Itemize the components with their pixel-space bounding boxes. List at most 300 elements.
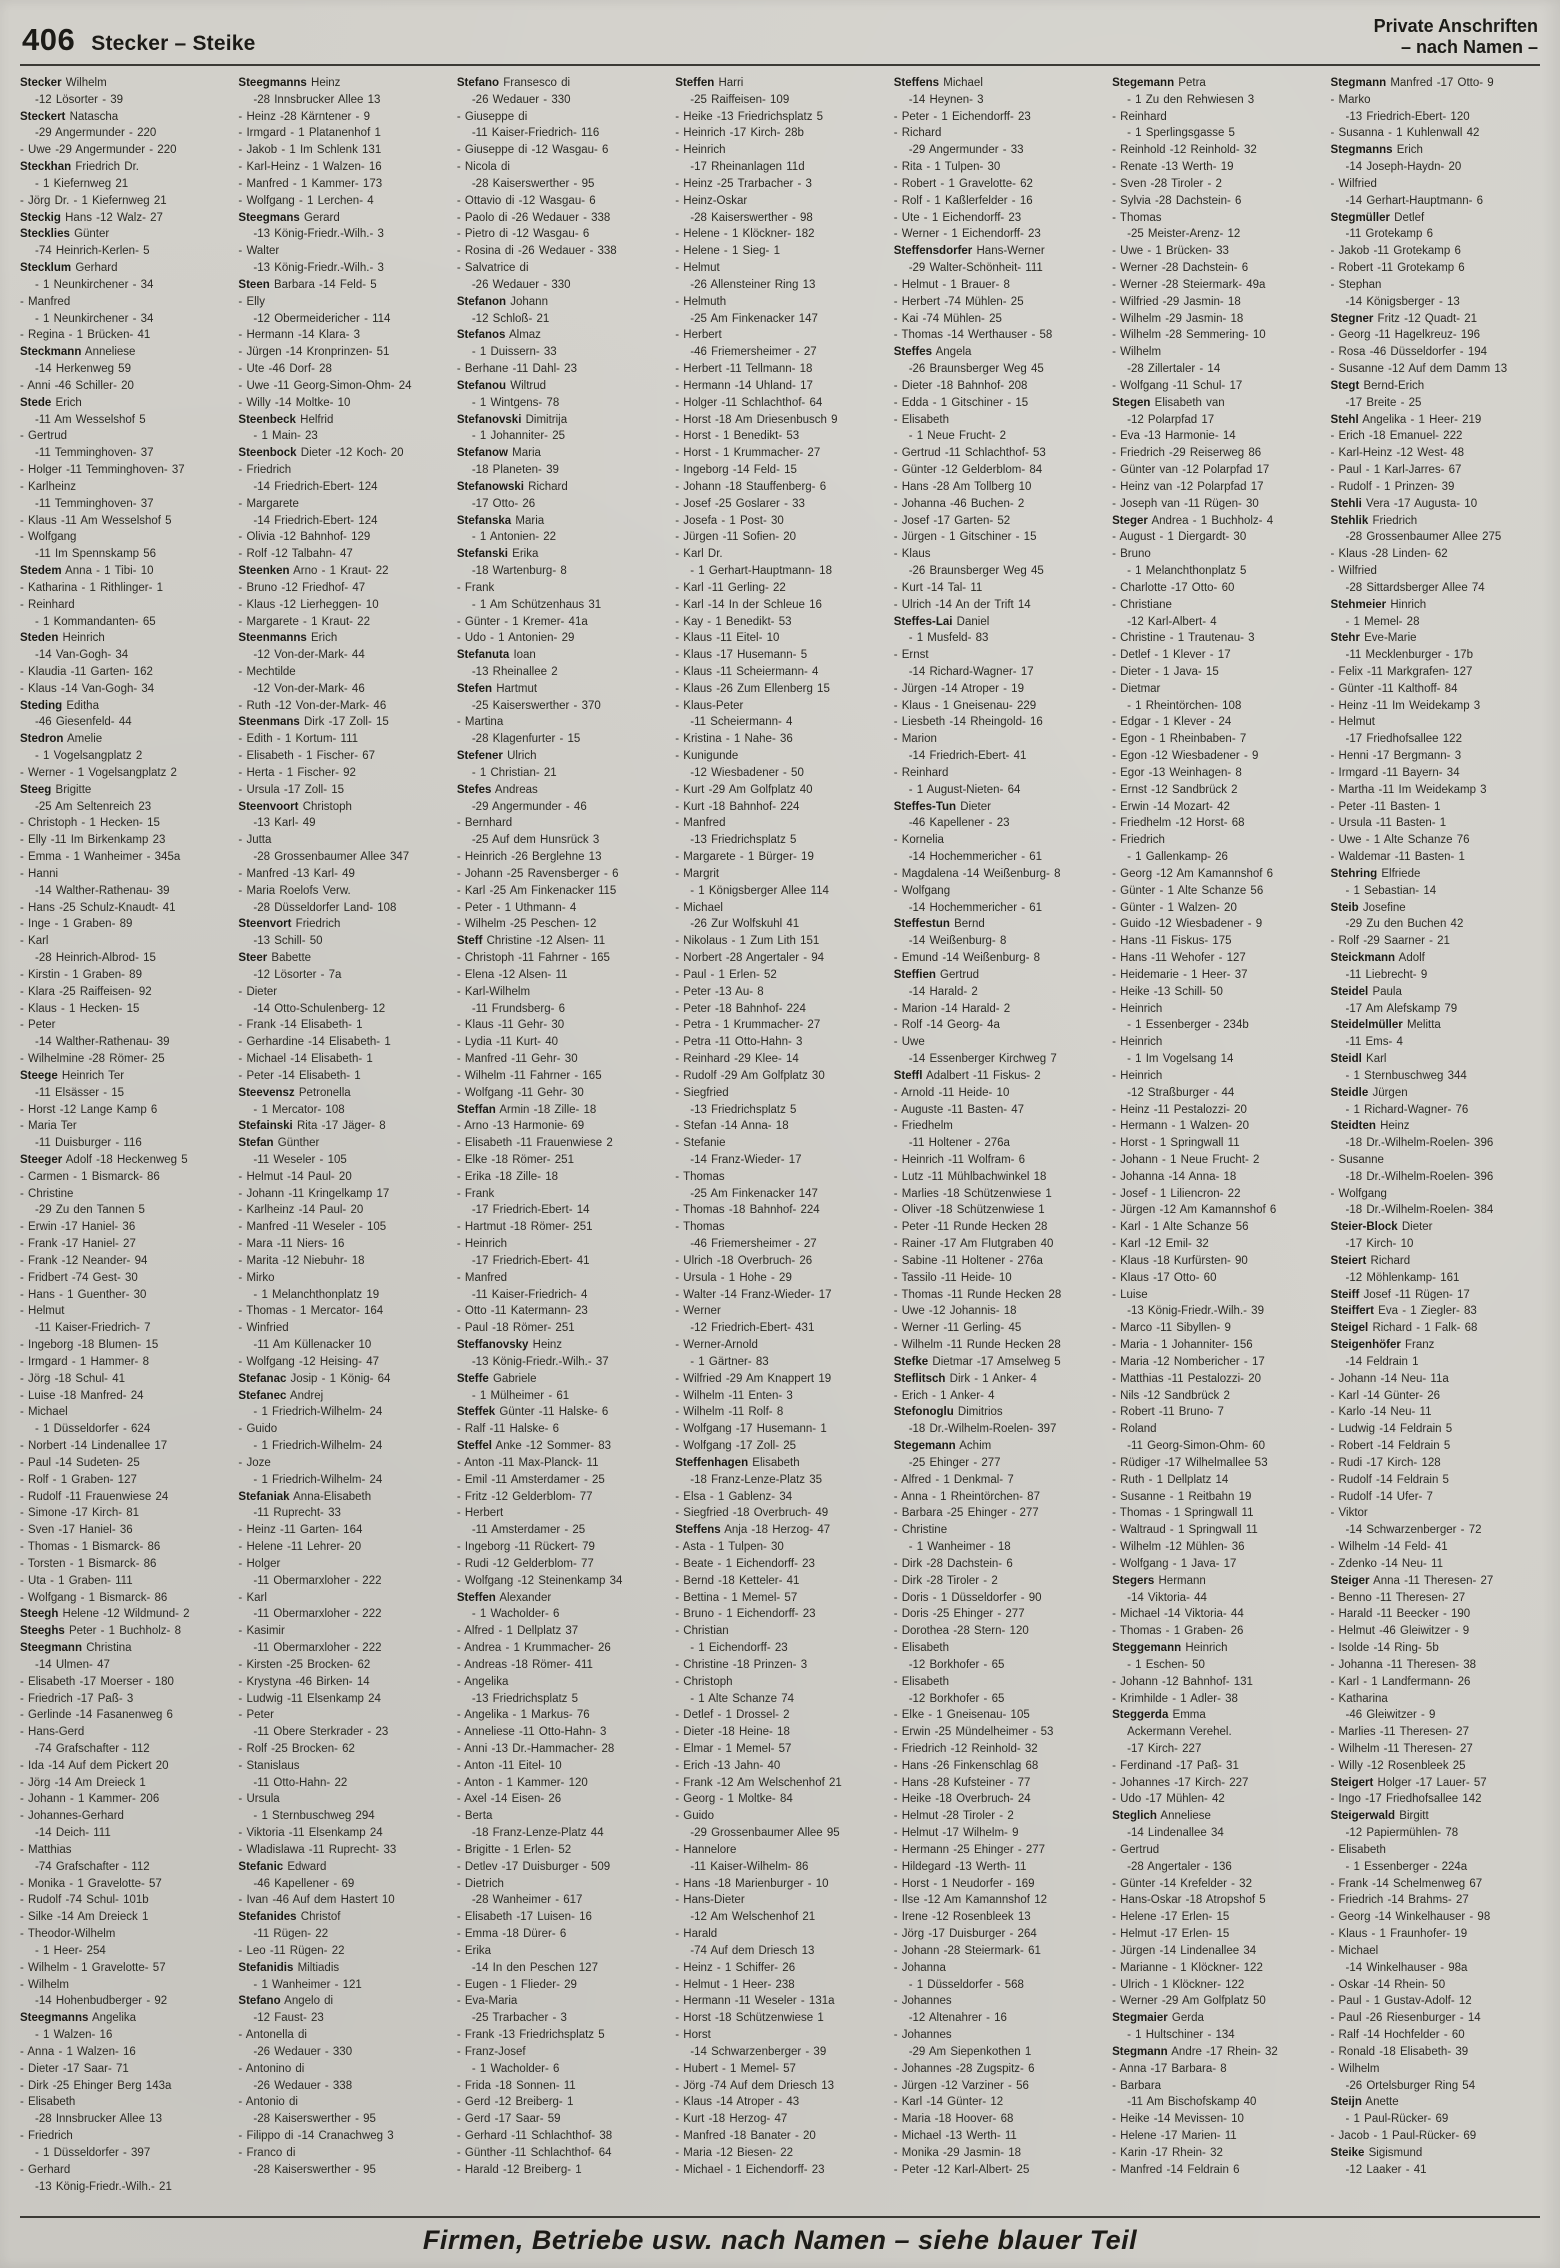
directory-line: - Horst - 1 Benedikt- 53 bbox=[675, 430, 800, 443]
directory-line: - Bernd -18 Ketteler- 41 bbox=[675, 1574, 800, 1587]
directory-line: - Marlies -18 Schützenwiese 1 bbox=[893, 1187, 1052, 1200]
directory-line: - Bruno - 1 Eichendorff- 23 bbox=[675, 1608, 816, 1621]
surname: Stefes bbox=[456, 783, 492, 796]
directory-line: - Ute -46 Dorf- 28 bbox=[238, 363, 332, 376]
directory-line: - Elisabeth bbox=[893, 1675, 950, 1688]
directory-line: - Peter bbox=[20, 1019, 56, 1032]
directory-line: Steden Heinrich bbox=[20, 632, 105, 645]
directory-line: -14 Otto-Schulenberg- 12 bbox=[253, 1002, 386, 1015]
directory-line: - Wilhelm bbox=[1330, 2062, 1380, 2075]
directory-line: -11 Am Küllenacker 10 bbox=[253, 1339, 372, 1352]
header-right-line1: Private Anschriften bbox=[1373, 16, 1538, 36]
directory-line: -12 Altenahrer - 16 bbox=[908, 2012, 1007, 2025]
directory-line: - Ursula -17 Zoll- 15 bbox=[238, 783, 345, 796]
directory-line: - Michael bbox=[20, 1406, 68, 1419]
directory-line: Steidle Jürgen bbox=[1330, 1086, 1408, 1099]
directory-line: -11 Kaiser-Friedrich- 116 bbox=[471, 127, 600, 140]
directory-line: -12 Schloß- 21 bbox=[471, 312, 550, 325]
directory-line: -25 Am Finkenacker 147 bbox=[690, 1187, 818, 1200]
page-number: 406 bbox=[22, 22, 76, 57]
directory-line: - Irmgard -11 Bayern- 34 bbox=[1330, 766, 1460, 779]
directory-line: - Dieter -18 Bahnhof- 208 bbox=[893, 379, 1028, 392]
directory-line: Steckmann Anneliese bbox=[20, 346, 136, 359]
directory-line: - Sven -17 Haniel- 36 bbox=[20, 1524, 133, 1537]
directory-line: - Peter -12 Karl-Albert- 25 bbox=[893, 2163, 1030, 2176]
directory-line: -29 Zu den Buchen 42 bbox=[1345, 918, 1464, 931]
directory-line: - Elisabeth -17 Moerser - 180 bbox=[20, 1675, 174, 1688]
directory-line: - Bettina - 1 Memel- 57 bbox=[675, 1591, 798, 1604]
directory-line: Steckhan Friedrich Dr. bbox=[20, 161, 139, 174]
directory-line: - Klaus -11 Eitel- 10 bbox=[675, 632, 780, 645]
directory-line: Stegmann Andre -17 Rhein- 32 bbox=[1112, 2045, 1278, 2058]
directory-line: - Anni -13 Dr.-Hammacher- 28 bbox=[456, 1742, 615, 1755]
directory-line: - Hermann -11 Weseler - 131a bbox=[675, 1995, 835, 2008]
directory-line: - Matthias bbox=[20, 1843, 72, 1856]
directory-line: - Michael bbox=[675, 901, 723, 914]
directory-line: - Ingo -17 Friedhofsallee 142 bbox=[1330, 1793, 1482, 1806]
surname: Steegh bbox=[20, 1608, 59, 1621]
directory-line: -25 Am Finkenacker 147 bbox=[690, 312, 818, 325]
directory-line: - Wolfgang - 1 Java- 17 bbox=[1112, 1557, 1237, 1570]
directory-line: - Dieter -18 Heine- 18 bbox=[675, 1726, 790, 1739]
directory-line: - Edith - 1 Kortum- 111 bbox=[238, 733, 359, 746]
directory-line: - Krimhilde - 1 Adler- 38 bbox=[1112, 1692, 1238, 1705]
directory-line: - Krystyna -46 Birken- 14 bbox=[238, 1675, 370, 1688]
directory-line: - Erwin -25 Mündelheimer - 53 bbox=[893, 1726, 1054, 1739]
directory-line: - Dirk -28 Dachstein- 6 bbox=[893, 1557, 1013, 1570]
directory-line: - Auguste -11 Basten- 47 bbox=[893, 1103, 1025, 1116]
directory-line: - Rudolf -11 Frauenwiese 24 bbox=[20, 1490, 169, 1503]
directory-line: - Christine -18 Prinzen- 3 bbox=[675, 1658, 808, 1671]
directory-line: Steidl Karl bbox=[1330, 1053, 1387, 1066]
directory-line: - Thomas - 1 Graben- 26 bbox=[1112, 1625, 1244, 1638]
directory-line: - Hanni bbox=[20, 867, 59, 880]
directory-line: - Wilhelm -11 Rolf- 8 bbox=[675, 1406, 784, 1419]
directory-line: - Christoph bbox=[675, 1675, 733, 1688]
directory-line: - Felix -11 Markgrafen- 127 bbox=[1330, 665, 1473, 678]
directory-line: - Margarete - 1 Kraut- 22 bbox=[238, 615, 370, 628]
directory-line: - Klaus -11 Am Wesselshof 5 bbox=[20, 514, 172, 527]
directory-line: - Ruth -12 Von-der-Mark- 46 bbox=[238, 699, 387, 712]
surname: Stehr bbox=[1330, 632, 1360, 645]
directory-line: Stefanon Johann bbox=[456, 295, 548, 308]
directory-line: -11 Am Bischofskamp 40 bbox=[1127, 2096, 1257, 2109]
directory-line: - Wilhelm -12 Mühlen- 36 bbox=[1112, 1541, 1245, 1554]
directory-line: Steeghs Peter - 1 Buchholz- 8 bbox=[20, 1625, 181, 1638]
directory-line: - August - 1 Diergardt- 30 bbox=[1112, 531, 1247, 544]
directory-line: - Thomas - 1 Mercator- 164 bbox=[238, 1305, 384, 1318]
directory-line: - Rudolf -74 Schul- 101b bbox=[20, 1894, 149, 1907]
directory-line: - 1 Am Schützenhaus 31 bbox=[471, 598, 602, 611]
surname: Steffanovsky bbox=[456, 1339, 529, 1352]
directory-line: - Paul -26 Riesenburger - 14 bbox=[1330, 2012, 1481, 2025]
directory-line: - Christine bbox=[20, 1187, 74, 1200]
directory-line: - Dietrich bbox=[456, 1877, 504, 1890]
surname: Steijn bbox=[1330, 2096, 1362, 2109]
surname: Steiffert bbox=[1330, 1305, 1374, 1318]
directory-line: - Horst -18 Am Driesenbusch 9 bbox=[675, 413, 838, 426]
directory-line: - Josefa - 1 Post- 30 bbox=[675, 514, 784, 527]
directory-line: -29 Am Siepenkothen 1 bbox=[908, 2045, 1032, 2058]
directory-line: - Hartmut -18 Römer- 251 bbox=[456, 1221, 593, 1234]
directory-line: - Axel -14 Eisen- 26 bbox=[456, 1793, 562, 1806]
directory-line: - Klaus -11 Scheiermann- 4 bbox=[675, 665, 819, 678]
directory-line: -14 Van-Gogh- 34 bbox=[35, 649, 129, 662]
directory-line: - Joseph van -11 Rügen- 30 bbox=[1112, 497, 1259, 510]
directory-line: - Anton -11 Eitel- 10 bbox=[456, 1759, 562, 1772]
directory-line: - Rainer -17 Am Flutgraben 40 bbox=[893, 1238, 1054, 1251]
directory-line: Steff Christine -12 Alsen- 11 bbox=[456, 935, 606, 948]
surname: Stegmüller bbox=[1330, 211, 1390, 224]
directory-line: - Margarete - 1 Bürger- 19 bbox=[675, 851, 814, 864]
directory-line: - Franco di bbox=[238, 2146, 296, 2159]
directory-line: - Helene -17 Marien- 11 bbox=[1112, 2130, 1237, 2143]
directory-line: -13 König-Friedr.-Wilh.- 37 bbox=[471, 1355, 609, 1368]
directory-line: - Werner -28 Steiermark- 49a bbox=[1112, 278, 1266, 291]
directory-line: - Edda - 1 Gitschiner - 15 bbox=[893, 396, 1029, 409]
directory-line: - Viktoria -11 Elsenkamp 24 bbox=[238, 1827, 383, 1840]
surname: Steenvoort bbox=[238, 800, 299, 813]
column-2 bbox=[238, 75, 447, 2216]
directory-line: - Uwe - 1 Alte Schanze 76 bbox=[1330, 834, 1470, 847]
directory-line: -12 Am Welschenhof 21 bbox=[690, 1911, 816, 1924]
directory-line: - Egor -13 Weinhagen- 8 bbox=[1112, 766, 1242, 779]
surname: Steden bbox=[20, 632, 59, 645]
directory-line: Steigerwald Birgitt bbox=[1330, 1810, 1429, 1823]
directory-line: - Ruth - 1 Dellplatz 14 bbox=[1112, 1473, 1229, 1486]
directory-line: - Hans -28 Am Tollberg 10 bbox=[893, 480, 1032, 493]
directory-line: - Alfred - 1 Denkmal- 7 bbox=[893, 1473, 1014, 1486]
directory-line: - Wilfried bbox=[1330, 565, 1377, 578]
directory-line: - Elisabeth bbox=[1330, 1843, 1386, 1856]
directory-line: - Andrea - 1 Krummacher- 26 bbox=[456, 1642, 611, 1655]
surname: Steffes-Lai bbox=[893, 615, 953, 628]
directory-line: - Wolfgang -17 Husemann- 1 bbox=[675, 1423, 827, 1436]
directory-line: - Ronald -18 Elisabeth- 39 bbox=[1330, 2045, 1469, 2058]
directory-line: - Manfred bbox=[20, 295, 71, 308]
directory-line: - Sylvia -28 Dachstein- 6 bbox=[1112, 194, 1242, 207]
directory-line: Stefes Andreas bbox=[456, 783, 538, 796]
directory-line: - Karl-Wilhelm bbox=[456, 985, 531, 998]
directory-line: -17 Friedrich-Ebert- 14 bbox=[471, 1204, 590, 1217]
directory-line: Steffes-Lai Daniel bbox=[893, 615, 990, 628]
directory-line: - Uta - 1 Graben- 111 bbox=[20, 1574, 133, 1587]
directory-line: - Friedhelm bbox=[893, 1120, 953, 1133]
directory-line: - Egon - 1 Rheinbaben- 7 bbox=[1112, 733, 1247, 746]
directory-line: - Thomas - 1 Bismarck- 86 bbox=[20, 1541, 161, 1554]
directory-line: -14 Gerhart-Hauptmann- 6 bbox=[1345, 194, 1484, 207]
directory-line: - Siegfried bbox=[675, 1086, 729, 1099]
surname: Steen bbox=[238, 278, 270, 291]
surname: Stefanska bbox=[456, 514, 512, 527]
directory-line: - Isolde -14 Ring- 5b bbox=[1330, 1642, 1439, 1655]
directory-line: - Johann -18 Stauffenberg- 6 bbox=[675, 480, 827, 493]
directory-line: - 1 Memel- 28 bbox=[1345, 615, 1420, 628]
directory-line: - Klaus -17 Otto- 60 bbox=[1112, 1271, 1217, 1284]
directory-line: - Richard bbox=[893, 127, 942, 140]
directory-line: Steggerda Emma bbox=[1112, 1709, 1206, 1722]
directory-line: - Dirk -25 Ehinger Berg 143a bbox=[20, 2079, 172, 2092]
directory-line: - Karl -11 Gerling- 22 bbox=[675, 581, 786, 594]
directory-line: -13 König-Friedr.-Wilh.- 3 bbox=[253, 262, 384, 275]
header-right-line2: – nach Namen – bbox=[1400, 37, 1538, 57]
directory-line: -14 Hohenbudberger - 92 bbox=[35, 1995, 168, 2008]
directory-line: - 1 Sperlingsgasse 5 bbox=[1127, 127, 1235, 140]
directory-line: - Werner -29 Am Golfplatz 50 bbox=[1112, 1995, 1266, 2008]
directory-line: - Gerd -12 Breiberg- 1 bbox=[456, 2096, 574, 2109]
directory-line: - Filippo di -14 Cranachweg 3 bbox=[238, 2130, 394, 2143]
directory-line: - Peter -11 Basten- 1 bbox=[1330, 800, 1441, 813]
directory-line: - Günter -14 Krefelder - 32 bbox=[1112, 1877, 1252, 1890]
directory-line: - Frank -17 Haniel- 27 bbox=[20, 1238, 136, 1251]
directory-line: - Karlheinz -14 Paul- 20 bbox=[238, 1204, 364, 1217]
directory-line: -29 Angermunder - 33 bbox=[908, 144, 1024, 157]
directory-line: Stehring Elfriede bbox=[1330, 867, 1421, 880]
surname: Steffen bbox=[675, 77, 715, 89]
directory-line: - Wilhelmine -28 Römer- 25 bbox=[20, 1053, 165, 1066]
directory-line: - Günther -11 Schlachthof- 64 bbox=[456, 2146, 612, 2159]
directory-line: - Erika -18 Zille- 18 bbox=[456, 1170, 558, 1183]
directory-line: - Horst - 1 Neudorfer - 169 bbox=[893, 1877, 1035, 1890]
directory-line: Steib Josefine bbox=[1330, 901, 1406, 914]
directory-line: - Klaus -14 Van-Gogh- 34 bbox=[20, 682, 155, 695]
directory-line: - Horst -12 Lange Kamp 6 bbox=[20, 1103, 158, 1116]
directory-line: Steenmanns Erich bbox=[238, 632, 338, 645]
directory-line: Steger Andrea - 1 Buchholz- 4 bbox=[1112, 514, 1274, 527]
directory-line: - Erika bbox=[456, 1944, 492, 1957]
directory-line: - Johannes -17 Kirch- 227 bbox=[1112, 1776, 1249, 1789]
directory-line: - Ulrich -14 An der Trift 14 bbox=[893, 598, 1031, 611]
directory-line: - Karin -17 Rhein- 32 bbox=[1112, 2146, 1223, 2159]
directory-line: Steffes-Tun Dieter bbox=[893, 800, 991, 813]
directory-line: -11 Im Spennskamp 56 bbox=[35, 548, 157, 561]
directory-line: - Ute - 1 Eichendorff- 23 bbox=[893, 211, 1022, 224]
directory-line: - Rudolf - 1 Prinzen- 39 bbox=[1330, 480, 1455, 493]
directory-line: - Wolfgang -17 Zoll- 25 bbox=[675, 1440, 797, 1453]
directory-line: - Elke -18 Römer- 251 bbox=[456, 1154, 574, 1166]
directory-line: - 1 Kiefernweg 21 bbox=[35, 177, 129, 190]
directory-line: - Udo - 1 Antonien- 29 bbox=[456, 632, 575, 645]
directory-line: - Horst - 1 Springwall 11 bbox=[1112, 1137, 1240, 1150]
directory-line: -14 Hochemmericher - 61 bbox=[908, 851, 1043, 864]
surname: Stecklies bbox=[20, 228, 70, 241]
directory-line: - Anni -46 Schiller- 20 bbox=[20, 379, 134, 392]
directory-line: - Johann -28 Steiermark- 61 bbox=[893, 1944, 1041, 1957]
surname: Steib bbox=[1330, 901, 1359, 914]
directory-line: - 1 Hultschiner - 134 bbox=[1127, 2029, 1235, 2042]
directory-line: - Werner - 1 Vogelsangplatz 2 bbox=[20, 766, 177, 779]
directory-line: - Heinrich bbox=[1112, 1069, 1163, 1082]
directory-line: - Katharina bbox=[1330, 1692, 1388, 1705]
directory-line: - 1 Melanchthonplatz 5 bbox=[1127, 565, 1247, 578]
directory-line: - Karl-Heinz -12 West- 48 bbox=[1330, 447, 1465, 460]
column-7 bbox=[1331, 75, 1540, 2216]
directory-line: - Nils -12 Sandbrück 2 bbox=[1112, 1389, 1230, 1402]
directory-line: - Ferdinand -17 Paß- 31 bbox=[1112, 1759, 1239, 1772]
directory-line: -12 Lösorter - 39 bbox=[35, 93, 124, 106]
directory-line: - Irmgard - 1 Hammer- 8 bbox=[20, 1355, 149, 1368]
directory-line: - 1 Zu den Rehwiesen 3 bbox=[1127, 93, 1255, 106]
directory-line: - Heinz -28 Kärntener - 9 bbox=[238, 110, 370, 123]
directory-line: - 1 Kommandanten- 65 bbox=[35, 615, 156, 628]
directory-line: -12 Karl-Albert- 4 bbox=[1127, 615, 1217, 628]
directory-line: - Edgar - 1 Klever - 24 bbox=[1112, 716, 1232, 729]
directory-line: - Heinz-Oskar bbox=[675, 194, 748, 207]
header-right bbox=[1374, 16, 1538, 58]
directory-line: -17 Otto- 26 bbox=[471, 497, 536, 510]
surname: Stehring bbox=[1330, 867, 1378, 880]
directory-line: - Helmut bbox=[20, 1305, 65, 1318]
directory-line: - Klaus -14 Atroper - 43 bbox=[675, 2096, 800, 2109]
directory-line: - Jakob - 1 Im Schlenk 131 bbox=[238, 144, 382, 157]
directory-line: Steckert Natascha bbox=[20, 110, 119, 123]
directory-line: - Johannes-Gerhard bbox=[20, 1810, 124, 1823]
directory-line: Stefanska Maria bbox=[456, 514, 545, 527]
surname: Steege bbox=[20, 1069, 58, 1082]
directory-line: - Joze bbox=[238, 1456, 271, 1469]
directory-line: - Uwe - 1 Brücken- 33 bbox=[1112, 245, 1229, 258]
directory-line: -14 Essenberger Kirchweg 7 bbox=[908, 1053, 1057, 1066]
directory-line: - Gertrud bbox=[20, 430, 68, 443]
directory-line: - Walter -14 Franz-Wieder- 17 bbox=[675, 1288, 832, 1301]
directory-line: Stefanos Almaz bbox=[456, 329, 541, 342]
directory-line: - Johann - 1 Neue Frucht- 2 bbox=[1112, 1154, 1260, 1166]
directory-line: - Stefan -14 Anna- 18 bbox=[675, 1120, 789, 1133]
directory-line: - Uwe -29 Angermunder - 220 bbox=[20, 144, 177, 157]
directory-line: -26 Braunsberger Weg 45 bbox=[908, 565, 1044, 578]
surname: Stegemann bbox=[1112, 77, 1175, 89]
directory-line: - Christoph -11 Fahrner - 165 bbox=[456, 952, 610, 965]
directory-line: Steier-Block Dieter bbox=[1330, 1221, 1433, 1234]
directory-line: - Wilhelm -25 Peschen- 12 bbox=[456, 918, 597, 931]
directory-line: - Peter -18 Bahnhof- 224 bbox=[675, 1002, 806, 1015]
directory-line: - Willy -14 Moltke- 10 bbox=[238, 396, 351, 409]
directory-line: - Jürgen -14 Lindenallee 34 bbox=[1112, 1944, 1257, 1957]
directory-line: -11 Weseler - 105 bbox=[253, 1154, 347, 1166]
directory-line: -11 Duisburger - 116 bbox=[35, 1137, 142, 1150]
directory-line: - Rosa -46 Düsseldorfer - 194 bbox=[1330, 346, 1488, 359]
directory-line: -26 Braunsberger Weg 45 bbox=[908, 363, 1044, 376]
directory-line: Steckig Hans -12 Walz- 27 bbox=[20, 211, 163, 224]
directory-line: - Rudolf -14 Ufer- 7 bbox=[1330, 1490, 1433, 1503]
directory-line: - Wilhelm -11 Theresen- 27 bbox=[1330, 1742, 1473, 1755]
directory-line: - Barbara bbox=[1112, 2079, 1162, 2092]
surname: Stefanowski bbox=[456, 480, 524, 493]
directory-line: - Erich -13 Jahn- 40 bbox=[675, 1759, 781, 1772]
directory-line: - Hermann -25 Ehinger - 277 bbox=[893, 1843, 1046, 1856]
directory-line: - Waltraud - 1 Springwall 11 bbox=[1112, 1524, 1258, 1537]
directory-line: - Georg -14 Winkelhauser - 98 bbox=[1330, 1911, 1491, 1924]
directory-line: Stecklies Günter bbox=[20, 228, 110, 241]
directory-line: - Wilhelm -29 Jasmin- 18 bbox=[1112, 312, 1244, 325]
directory-line: - Heidemarie - 1 Heer- 37 bbox=[1112, 968, 1248, 981]
directory-line: - Karl - 1 Alte Schanze 56 bbox=[1112, 1221, 1249, 1234]
directory-line: - Wladislawa -11 Ruprecht- 33 bbox=[238, 1843, 397, 1856]
directory-line: -46 Kapellener - 23 bbox=[908, 817, 1010, 830]
directory-line: - Elke - 1 Gneisenau- 105 bbox=[893, 1709, 1030, 1722]
surname: Stecker bbox=[20, 77, 62, 89]
directory-line: - Reinhard bbox=[20, 598, 75, 611]
directory-line: -13 Karl- 49 bbox=[253, 817, 316, 830]
directory-line: -25 Auf dem Hunsrück 3 bbox=[471, 834, 600, 847]
directory-line: -14 Schwarzenberger - 39 bbox=[690, 2045, 827, 2058]
directory-line: - Wolfgang - 1 Bismarck- 86 bbox=[20, 1591, 168, 1604]
directory-line: - Ulrich -18 Overbruch- 26 bbox=[675, 1254, 813, 1267]
directory-line: Steidelmüller Melitta bbox=[1330, 1019, 1441, 1032]
surname: Steggerda bbox=[1112, 1709, 1169, 1722]
surname: Stefanuta bbox=[456, 649, 510, 662]
directory-line: - Harald bbox=[675, 1928, 718, 1941]
directory-line: - Ingeborg -14 Feld- 15 bbox=[675, 464, 797, 477]
surname: Steckhan bbox=[20, 161, 72, 174]
directory-line: - Bernhard bbox=[456, 817, 513, 830]
directory-line: - Karlo -14 Neu- 11 bbox=[1330, 1406, 1432, 1419]
directory-line: Stefanac Josip - 1 König- 64 bbox=[238, 1372, 391, 1385]
directory-line: - Frank -14 Schelmenweg 67 bbox=[1330, 1877, 1483, 1890]
directory-line: - 1 Sternbuschweg 294 bbox=[253, 1810, 375, 1823]
directory-line: - Antonino di bbox=[238, 2062, 305, 2075]
directory-line: -29 Grossenbaumer Allee 95 bbox=[690, 1827, 840, 1840]
directory-line: - 1 Friedrich-Wilhelm- 24 bbox=[253, 1406, 383, 1419]
directory-line: - Thomas -18 Bahnhof- 224 bbox=[675, 1204, 820, 1217]
directory-line: - Mechtilde bbox=[238, 665, 296, 678]
surname: Steffensdorfer bbox=[893, 245, 973, 258]
directory-line: -14 In den Peschen 127 bbox=[471, 1961, 598, 1974]
directory-line: - Berhane -11 Dahl- 23 bbox=[456, 363, 577, 376]
directory-line: Steenmans Dirk -17 Zoll- 15 bbox=[238, 716, 389, 729]
directory-line: - 1 Main- 23 bbox=[253, 430, 318, 443]
directory-line: - Karlheinz bbox=[20, 480, 76, 493]
directory-line: - Erwin -14 Mozart- 42 bbox=[1112, 800, 1230, 813]
directory-line: - Peter -14 Elisabeth- 1 bbox=[238, 1069, 361, 1082]
directory-line: -28 Wanheimer - 617 bbox=[471, 1894, 583, 1907]
directory-line: -11 Obere Sterkrader - 23 bbox=[253, 1726, 389, 1739]
directory-line: - Kurt -18 Herzog- 47 bbox=[675, 2113, 788, 2126]
directory-line: - Wolfgang bbox=[20, 531, 77, 544]
directory-line: - Marita -12 Niebuhr- 18 bbox=[238, 1254, 365, 1267]
directory-line: Stehli Vera -17 Augusta- 10 bbox=[1330, 497, 1478, 510]
directory-line: Steffl Adalbert -11 Fiskus- 2 bbox=[893, 1069, 1041, 1082]
directory-line: - Helene - 1 Sieg- 1 bbox=[675, 245, 780, 258]
directory-line: -11 Am Wesselshof 5 bbox=[35, 413, 146, 426]
directory-line: - 1 Wanheimer - 121 bbox=[253, 1978, 362, 1991]
directory-line: -26 Ortelsburger Ring 54 bbox=[1345, 2079, 1476, 2092]
directory-line: - Johannes bbox=[893, 2029, 952, 2042]
directory-line: - Hans -11 Fiskus- 175 bbox=[1112, 935, 1232, 948]
directory-line: -12 Von-der-Mark- 44 bbox=[253, 649, 365, 662]
directory-line: -11 Grotekamp 6 bbox=[1345, 228, 1433, 241]
directory-line: Stefainski Rita -17 Jäger- 8 bbox=[238, 1120, 386, 1133]
directory-line: - Hans -11 Wehofer - 127 bbox=[1112, 952, 1246, 965]
directory-line: - Heinrich bbox=[1112, 1036, 1163, 1049]
directory-line: - Susanne -12 Auf dem Damm 13 bbox=[1330, 363, 1508, 376]
directory-line: -14 Ulmen- 47 bbox=[35, 1658, 110, 1671]
directory-line: - Thomas bbox=[1112, 211, 1162, 224]
directory-line: - Reinhard -29 Klee- 14 bbox=[675, 1053, 799, 1066]
directory-line: Stefano Fransesco di bbox=[456, 77, 571, 89]
directory-line: - Wolfgang -11 Schul- 17 bbox=[1112, 379, 1243, 392]
directory-line: -13 Schill- 50 bbox=[253, 935, 323, 948]
directory-line: - Rolf - 1 Kaßlerfelder - 16 bbox=[893, 194, 1033, 207]
directory-line: - Carmen - 1 Bismarck- 86 bbox=[20, 1170, 160, 1183]
surname: Stegmann bbox=[1112, 2045, 1168, 2058]
directory-line: - Johanna -11 Theresen- 38 bbox=[1330, 1658, 1477, 1671]
directory-line: - Uwe -11 Georg-Simon-Ohm- 24 bbox=[238, 379, 412, 392]
directory-line: - 1 Eschen- 50 bbox=[1127, 1658, 1205, 1671]
directory-line: - Monika -29 Jasmin- 18 bbox=[893, 2146, 1022, 2159]
surname: Steigel bbox=[1330, 1322, 1369, 1335]
directory-line: - Hans-Oskar -18 Atropshof 5 bbox=[1112, 1894, 1266, 1907]
